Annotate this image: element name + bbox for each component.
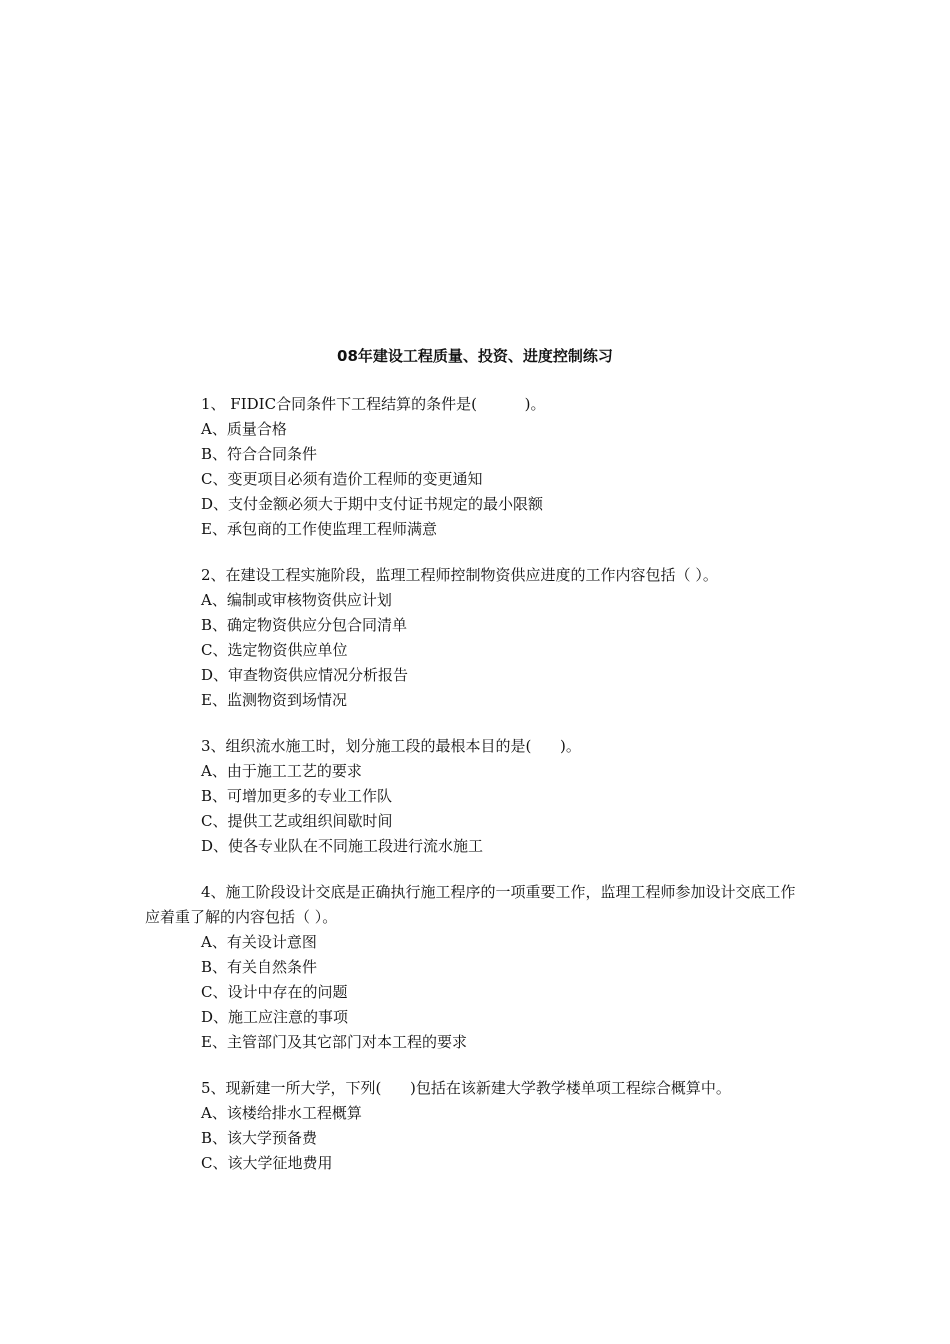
option-b: B、符合合同条件 xyxy=(201,445,318,463)
option-c: C、选定物资供应单位 xyxy=(201,641,348,659)
option-c: C、变更项目必须有造价工程师的变更通知 xyxy=(201,470,483,488)
option-e: E、监测物资到场情况 xyxy=(201,691,347,709)
option-e: E、承包商的工作使监理工程师满意 xyxy=(201,520,437,538)
option-b: B、可增加更多的专业工作队 xyxy=(201,787,393,805)
option-b: B、有关自然条件 xyxy=(201,958,318,976)
question-4 xyxy=(145,880,805,1055)
option-d: D、使各专业队在不同施工段进行流水施工 xyxy=(201,837,484,855)
document-title: 08年建设工程质量、投资、进度控制练习 xyxy=(337,347,613,365)
question-1 xyxy=(145,392,805,542)
option-a: A、有关设计意图 xyxy=(201,933,317,951)
option-c: C、该大学征地费用 xyxy=(201,1154,333,1172)
option-c: C、设计中存在的问题 xyxy=(201,983,348,1001)
question-stem: 1、 FIDIC合同条件下工程结算的条件是( )。 xyxy=(201,395,546,413)
option-a: A、由于施工工艺的要求 xyxy=(201,762,362,780)
question-5 xyxy=(145,1076,805,1176)
question-stem: 2、在建设工程实施阶段，监理工程师控制物资供应进度的工作内容包括（ ）。 xyxy=(201,566,718,584)
question-list xyxy=(145,392,805,1197)
question-2 xyxy=(145,563,805,713)
option-d: D、施工应注意的事项 xyxy=(201,1008,349,1026)
option-a: A、编制或审核物资供应计划 xyxy=(201,591,392,609)
option-e: E、主管部门及其它部门对本工程的要求 xyxy=(201,1033,467,1051)
question-3 xyxy=(145,734,805,859)
option-d: D、审查物资供应情况分析报告 xyxy=(201,666,409,684)
option-a: A、质量合格 xyxy=(201,420,287,438)
option-a: A、该楼给排水工程概算 xyxy=(201,1104,362,1122)
option-c: C、提供工艺或组织间歇时间 xyxy=(201,812,393,830)
question-stem: 5、现新建一所大学，下列( )包括在该新建大学教学楼单项工程综合概算中。 xyxy=(201,1079,731,1097)
question-stem: 3、组织流水施工时，划分施工段的最根本目的是( )。 xyxy=(201,737,581,755)
option-b: B、该大学预备费 xyxy=(201,1129,318,1147)
question-stem: 4、施工阶段设计交底是正确执行施工程序的一项重要工作，监理工程师参加设计交底工作应着重了解的内容包括（ ）。 xyxy=(145,883,796,926)
option-b: B、确定物资供应分包合同清单 xyxy=(201,616,408,634)
option-d: D、支付金额必须大于期中支付证书规定的最小限额 xyxy=(201,495,544,513)
